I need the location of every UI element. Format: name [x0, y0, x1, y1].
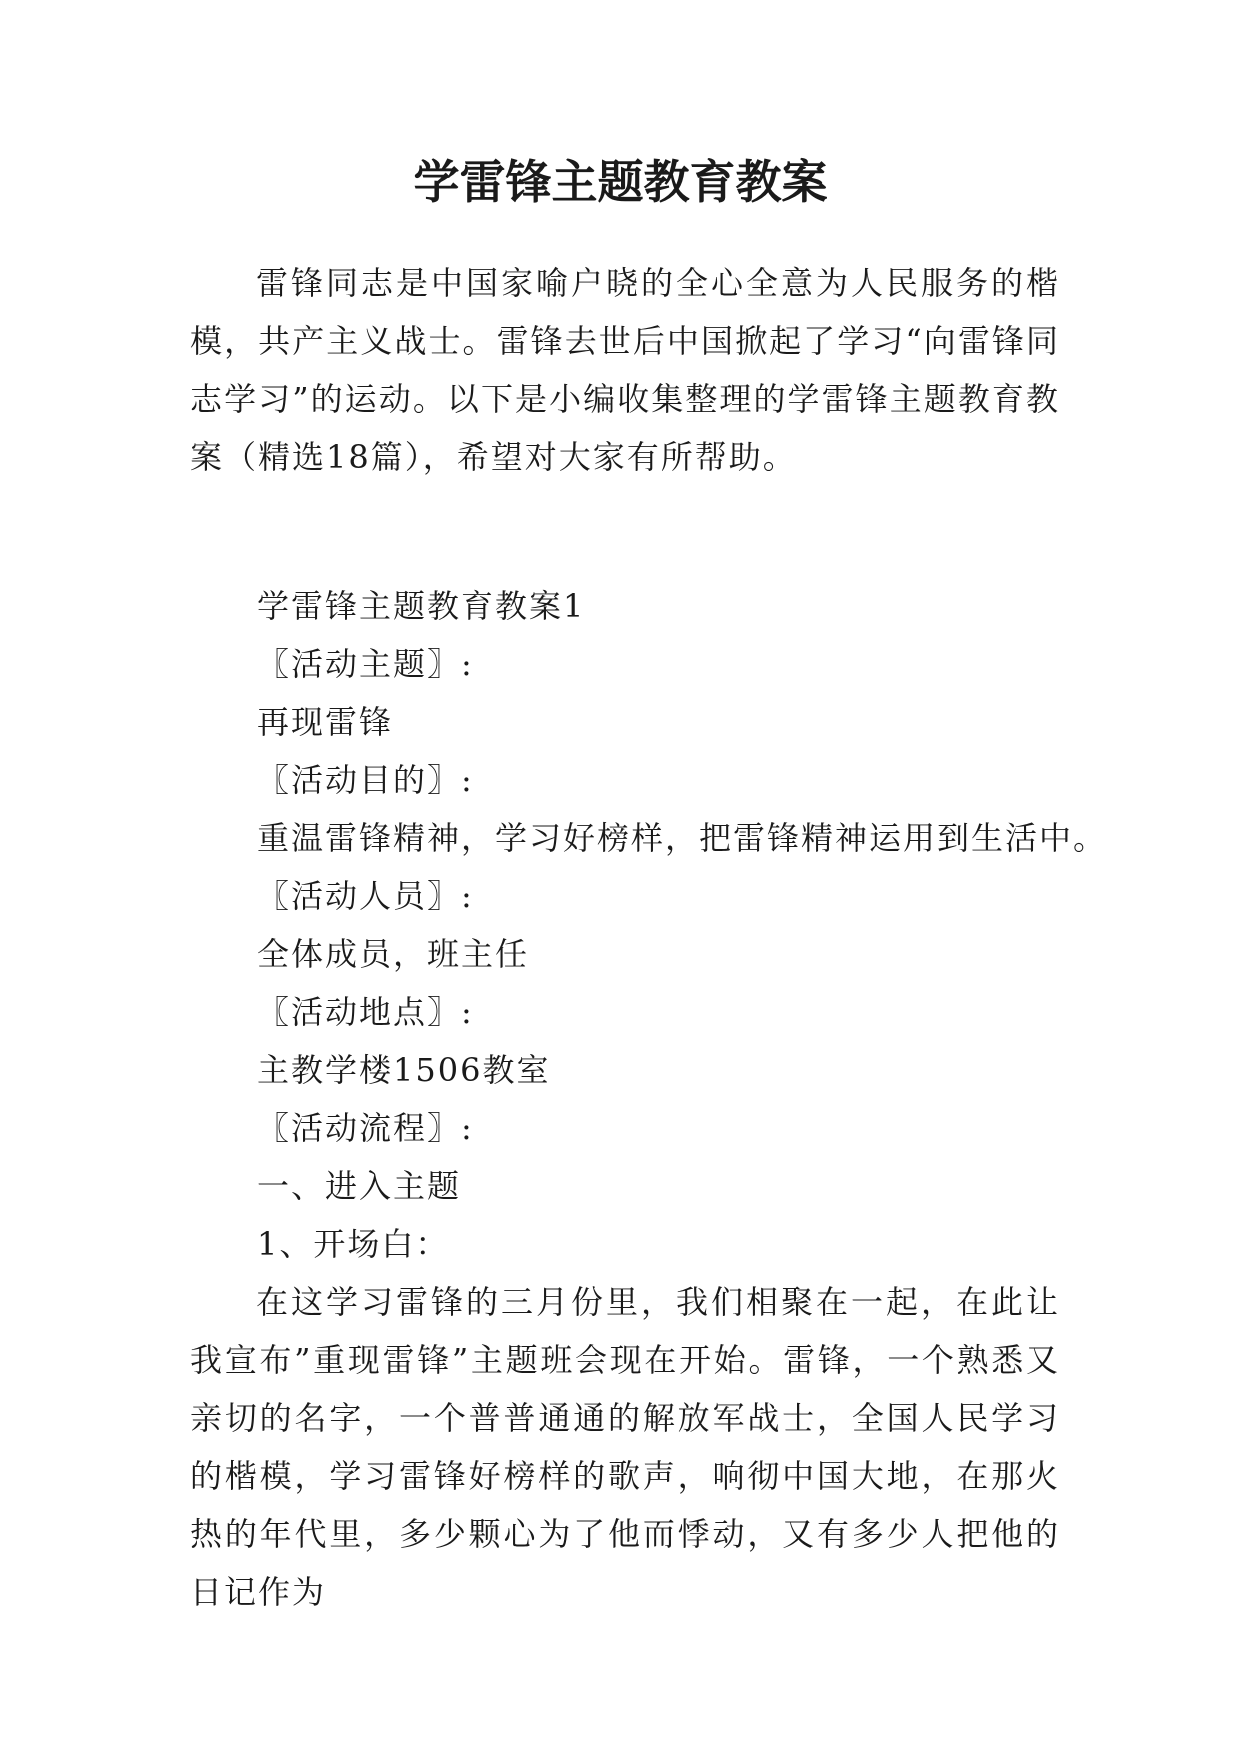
- process-substep-heading: 1、开场白：: [257, 1225, 450, 1263]
- activity-people-label: 〖活动人员〗:: [257, 877, 474, 915]
- lesson-plan-lines: [257, 577, 1108, 1273]
- activity-goal-label: 〖活动目的〗:: [257, 761, 474, 799]
- activity-people-value: 全体成员，班主任: [257, 935, 530, 973]
- activity-theme-value: 再现雷锋: [257, 703, 394, 741]
- opening-speech-paragraph: 在这学习雷锋的三月份里，我们相聚在一起，在此让我宣布”重现雷锋”主题班会现在开始。雷锋，一个熟悉又亲切的名字，一个普普通通的解放军战士，全国人民学习的楷模，学习雷锋好榜样的歌声，响彻中国大地，在那火热的年代里，多少颗心为了他而悸动，又有多少人把他的日记作为: [190, 1283, 1060, 1611]
- document-title: 学雷锋主题教育教案: [413, 155, 828, 209]
- activity-goal-value: 重温雷锋精神，学习好榜样，把雷锋精神运用到生活中。: [257, 819, 1108, 857]
- section-heading: 学雷锋主题教育教案1: [257, 587, 586, 625]
- activity-process-label: 〖活动流程〗:: [257, 1109, 474, 1147]
- activity-location-label: 〖活动地点〗:: [257, 993, 474, 1031]
- intro-paragraph: 雷锋同志是中国家喻户晓的全心全意为人民服务的楷模，共产主义战士。雷锋去世后中国掀起了学习“向雷锋同志学习”的运动。以下是小编收集整理的学雷锋主题教育教案（精选18篇），希望对大家有所帮助。: [190, 264, 1060, 476]
- activity-theme-label: 〖活动主题〗:: [257, 645, 474, 683]
- activity-location-value: 主教学楼1506教室: [257, 1051, 551, 1089]
- process-step-heading: 一、进入主题: [257, 1167, 462, 1205]
